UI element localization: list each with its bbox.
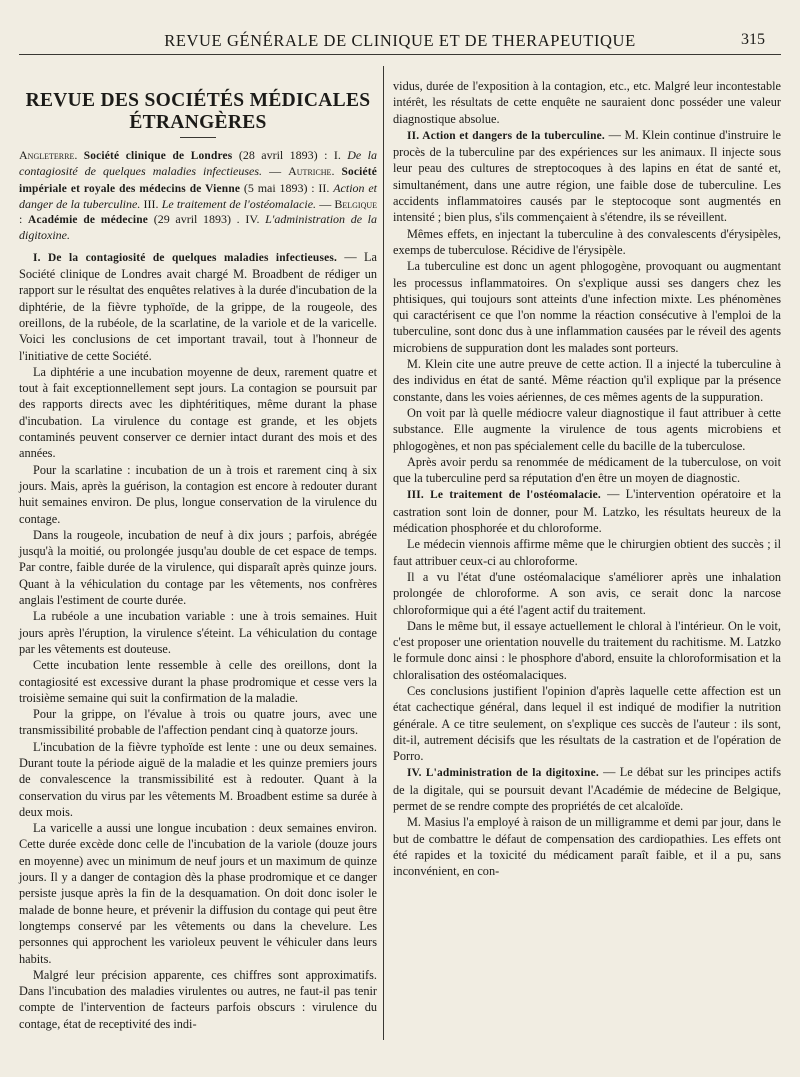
- section-title-rule: [180, 137, 216, 138]
- article-ii-heading: II. Action et dangers de la tuberculine.: [407, 129, 605, 142]
- summary-prefix-iii: III.: [143, 196, 159, 211]
- paragraph-healthy-injection: M. Klein cite une autre preuve de cette action. Il a injecté la tuberculine à des individus en état de santé. Même réaction qu'il explique par la présence constante, dans les voies aériennes, de ces mêmes agents de la suppuration.: [393, 357, 781, 404]
- article-iii-paragraph: [393, 486, 781, 536]
- article-i-paragraph: [19, 249, 377, 364]
- paragraph-chloral: Dans le même but, il essaye actuellement le chloral à l'intérieur. On le voit, c'est proposer une orientation nouvelle du traitement du rachitisme. M. Latzko le formule donc ainsi : le phosphore d'abord, ensuite la chloroformisation et la chloralisation des ostéomalaciques.: [393, 618, 781, 682]
- paragraph-typhoid: L'incubation de la fièvre typhoïde est lente : une ou deux semaines. Durant toute la période aiguë de la maladie et les quinze premiers jours de convalescence la transmissibilité est à redouter. Quant à la conservation du virus par les vêtements M. Broadbent estime sa durée à deux mois.: [19, 739, 377, 819]
- right-column: [393, 78, 781, 880]
- summary-society-vienna: Société impériale et royale des médecins de Vienne: [19, 166, 378, 195]
- paragraph-rubella: La rubéole a une incubation variable : une à trois semaines. Huit jours après l'éruption, la virulence s'éteint. La véhiculation du contage par les vêtements est douteuse.: [19, 609, 377, 656]
- left-column: [19, 86, 377, 1032]
- paragraph-scarlatina: Pour la scarlatine : incubation de un à trois et rarement cinq à six jours. Mais, après la guérison, la contagion est encore à redouter durant huit semaines environ. De plus, longue conservation de la virulence du contage.: [19, 462, 377, 526]
- summary-country-belgium: Belgique :: [19, 196, 378, 227]
- running-header: [0, 22, 800, 62]
- summary-country-austria: Autriche.: [288, 164, 335, 179]
- paragraph-influenza: Pour la grippe, on l'évalue à trois ou quatre jours, avec une transmissibilité probable de l'affection pendant cinq à quatorze jours.: [19, 707, 377, 738]
- paragraph-reputation: Après avoir perdu sa renommée de médicament de la tuberculose, on voit que la tuberculine perd sa réputation d'en être un moyen de diagnostic.: [393, 454, 781, 486]
- summary-country-england: Angleterre.: [19, 148, 78, 162]
- page-number: 315: [741, 31, 765, 48]
- paragraph-masius: M. Masius l'a employé à raison de un milligramme et demi par jour, dans le but de combattre le défaut de compensation des cardiopathies. Les effets ont été rapides et la toxicité du médicament paraît faible, et il a pu, sans inconvénient, en con-: [393, 815, 781, 879]
- summary-topic-contagion: De la contagiosité de quelques maladies infectieuses.: [19, 148, 378, 179]
- summary-dash: —: [269, 164, 282, 179]
- article-ii-text: — M. Klein continue d'instruire le procès de la tuberculine par des expériences sur les animaux. Il injecte sous leur peau des cultures de streptocoques à des lapins en état de santé et, simultanément, dans une autre région, une faible dose de tuberculine. Les accidents inflammatoires causés par le steptocoque sont augmentés en intensité ; bien plus, s'ils commençaient à s'étendre, ils se réveillent.: [393, 127, 781, 225]
- paragraph-diphtheria: La diphtérie a une incubation moyenne de deux, rarement quatre et tout à fait exceptionnellement sept jours. La contagion se poursuit par des rapports directs avec les diphtéritiques, même durant la phase d'incubation. La virulence du contage est grande, et les objets contaminés peuvent conserver ce dernier intact durant des mois et des années.: [19, 364, 377, 461]
- article-iv-heading: IV. L'administration de la digitoxine.: [407, 767, 599, 780]
- article-iv-text: — Le débat sur les principes actifs de la digitale, qui se poursuit devant l'Académie de médecine de Belgique, permet de se rendre compte des propriétés de cet alcaloïde.: [393, 765, 782, 814]
- summary-topic-tuberculine: Action et danger de la tuberculine.: [19, 180, 377, 211]
- paragraph-mumps: Cette incubation lente ressemble à celle des oreillons, dont la contagiosité est excessive durant la phase prodromique et cesse vers la troisième semaine qui suit la confirmation de la maladie.: [19, 658, 377, 705]
- summary-society-london: Société clinique de Londres: [83, 150, 233, 162]
- paragraph-phlogogenic: La tuberculine est donc un agent phlogogène, provoquant ou augmentant les processus inflammatoires. On s'explique aussi ses dangers chez les phtisiques, qui toujours sont atteints d'une infection mixte. Les phénomènes qui caractérisent ce que l'on nomme la réaction consécutive à l'emploi de la tuberculine, sont donc dus à une inflammation causées par le réveil des agents microbiens de suppuration dont les malades sont porteurs.: [393, 259, 781, 355]
- paragraph-chloroform: Il a vu l'état d'une ostéomalacique s'améliorer après une inhalation prolongée de chloroforme. A son avis, ce serait donc la narcose chloroformique qui a été l'agent actif du traitement.: [393, 569, 781, 617]
- paragraph-continued: vidus, durée de l'exposition à la contagion, etc., etc. Malgré leur incontestable intérêt, les résultats de cette enquête ne sauraient donc posséder une valeur diagnostique absolue.: [393, 79, 781, 126]
- summary-paragraph: [19, 148, 377, 244]
- summary-date-belgium: (29 avril 1893) . IV.: [153, 212, 260, 227]
- summary-date-london: (28 avril 1893) : I.: [238, 148, 341, 162]
- paragraph-measles: Dans la rougeole, incubation de neuf à dix jours ; parfois, abrégée jusqu'à la moitié, ou prolongée jusqu'au double de cet espace de temps. Par contre, faible durée de la virulence, qui disparaît après quinze jours. Quant à la véhiculation du contage par les vêtements, nos confrères anglais l'estiment de courte durée.: [19, 527, 377, 608]
- section-title: REVUE DES SOCIÉTÉS MÉDICALES ÉTRANGÈRES: [25, 90, 371, 133]
- summary-date-vienna: (5 mai 1893) : II.: [243, 180, 330, 195]
- paragraph-conclusion: Malgré leur précision apparente, ces chiffres sont approximatifs. Dans l'incubation des maladies virulentes ou autres, ne faut-il pas tenir compte de l'intervention de facteurs parfois obscurs : virulence du contage, état de receptivité des indi-: [19, 967, 377, 1031]
- paragraph-erysipelas: Mêmes effets, en injectant la tuberculine à des convalescents d'érysipèles, exemps de tuberculose. Récidive de l'érysipèle.: [393, 226, 781, 257]
- article-iii-heading: III. Le traitement de l'ostéomalacie.: [407, 489, 601, 502]
- article-i-text: — La Société clinique de Londres avait chargé M. Broadbent de rédiger un rapport sur le résultat des enquêtes relatives à la durée d'incubation de la diphtérie, de la fièvre typhoïde, de la grippe, de la rougeole, des oreillons, de la rubéole, de la scarlatine, de la variole et de la varicelle. Voici les conclusions de cet important travail, tout à l'honneur de l'initiative de cette Société.: [19, 249, 378, 363]
- summary-topic-osteomalacia: Le traitement de l'ostéomalacie.: [161, 196, 317, 211]
- summary-society-academy: Académie de médecine: [28, 214, 149, 227]
- article-iv-paragraph: [393, 764, 781, 814]
- running-title: REVUE GÉNÉRALE DE CLINIQUE ET DE THERAPEUTIQUE: [164, 31, 636, 50]
- section-summary: [19, 148, 377, 244]
- paragraph-cachexia: Ces conclusions justifient l'opinion d'après laquelle cette affection est un état cachectique général, dans lequel il est indiqué de modifier la nutrition générale. A ce titre seulement, on s'explique ces succès de l'auteur : ils sont, dit-il, autrement décisifs que les résultats de la castration et de l'opération de Porro.: [393, 683, 781, 764]
- paragraph-surgeon-success: Le médecin viennois affirme même que le chirurgien obtient des succès ; il faut attribuer ceux-ci au chloroforme.: [393, 537, 781, 568]
- header-rule: [19, 54, 781, 55]
- article-i-heading: I. De la contagiosité de quelques maladies infectieuses.: [33, 251, 338, 264]
- paragraph-varicella: La varicelle a aussi une longue incubation : deux semaines environ. Cette durée excède donc celle de l'incubation de la variole (douze jours en moyenne) avec un minimum de neuf jours et un maximum de quinze jours. Il y a danger de contagion dès la phase prodromique et ce danger persiste jusque après la fin de la desquamation. On doit donc isoler le malade de bonne heure, et prévenir la diffusion du contage qui peut être longtemps conservé par les vêtements ou dans la chevelure. Les personnes qui approchent les varioleux peuvent le véhiculer dans leurs habits.: [19, 821, 377, 966]
- summary-dash: —: [319, 196, 332, 211]
- paragraph-diagnostic-value: On voit par là quelle médiocre valeur diagnostique il faut attribuer à cette substance. Elle augmente la virulence de tous agents microbiens et phlogogènes, et non pas spécialement celle du bacille de la tuberculose.: [393, 405, 781, 453]
- article-ii-paragraph: [393, 127, 781, 226]
- summary-topic-digitoxine: L'administration de la digitoxine.: [19, 212, 378, 243]
- column-divider: [383, 66, 384, 1040]
- article-iii-text: — L'intervention opératoire et la castration sont loin de donner, pour M. Latzko, les résultats heureux de la médication phosphorée et du chloroforme.: [393, 487, 781, 536]
